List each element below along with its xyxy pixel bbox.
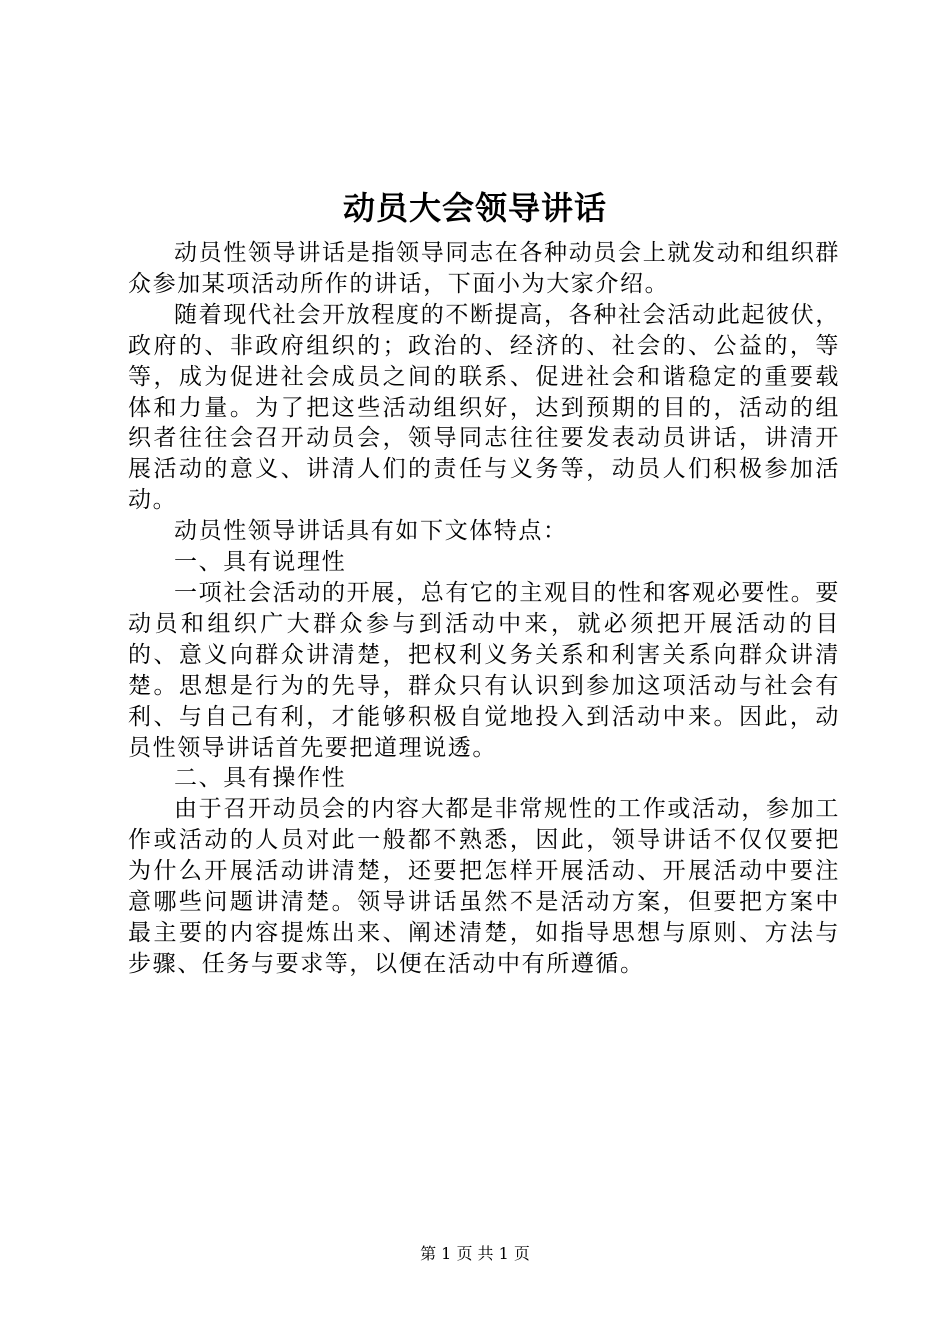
page-footer: 第 1 页 共 1 页 <box>420 1244 530 1263</box>
paragraph-background: 随着现代社会开放程度的不断提高，各种社会活动此起彼伏，政府的、非政府组织的；政治的、经济的、社会的、公益的，等等，成为促进社会成员之间的联系、促进社会和谐稳定的重要载体和力量。为了把这些活动组织好，达到预期的目的，活动的组织者往往会召开动员会，领导同志往往要发表动员讲话，讲清开展活动的意义、讲清人们的责任与义务等，动员人们积极参加活动。 <box>128 301 840 514</box>
section-heading-reasoning: 一、具有说理性 <box>174 549 347 576</box>
section-heading-operability: 二、具有操作性 <box>174 765 347 792</box>
paragraph-reasoning: 一项社会活动的开展，总有它的主观目的性和客观必要性。要动员和组织广大群众参与到活动中来，就必须把开展活动的目的、意义向群众讲清楚，把权利义务关系和利害关系向群众讲清楚。思想是行为的先导，群众只有认识到参加这项活动与社会有利、与自己有利，才能够积极自觉地投入到活动中来。因此，动员性领导讲话首先要把道理说透。 <box>128 579 840 761</box>
paragraph-operability: 由于召开动员会的内容大都是非常规性的工作或活动，参加工作或活动的人员对此一般都不熟悉，因此，领导讲话不仅仅要把为什么开展活动讲清楚，还要把怎样开展活动、开展活动中要注意哪些问题讲清楚。领导讲话虽然不是活动方案，但要把方案中最主要的内容提炼出来、阐述清楚，如指导思想与原则、方法与步骤、任务与要求等，以便在活动中有所遵循。 <box>128 796 840 977</box>
paragraph-features-intro: 动员性领导讲话具有如下文体特点： <box>174 518 568 545</box>
paragraph-intro: 动员性领导讲话是指领导同志在各种动员会上就发动和组织群众参加某项活动所作的讲话，下面小为大家介绍。 <box>128 240 840 297</box>
document-title: 动员大会领导讲话 <box>342 189 607 227</box>
document-body <box>128 238 840 980</box>
